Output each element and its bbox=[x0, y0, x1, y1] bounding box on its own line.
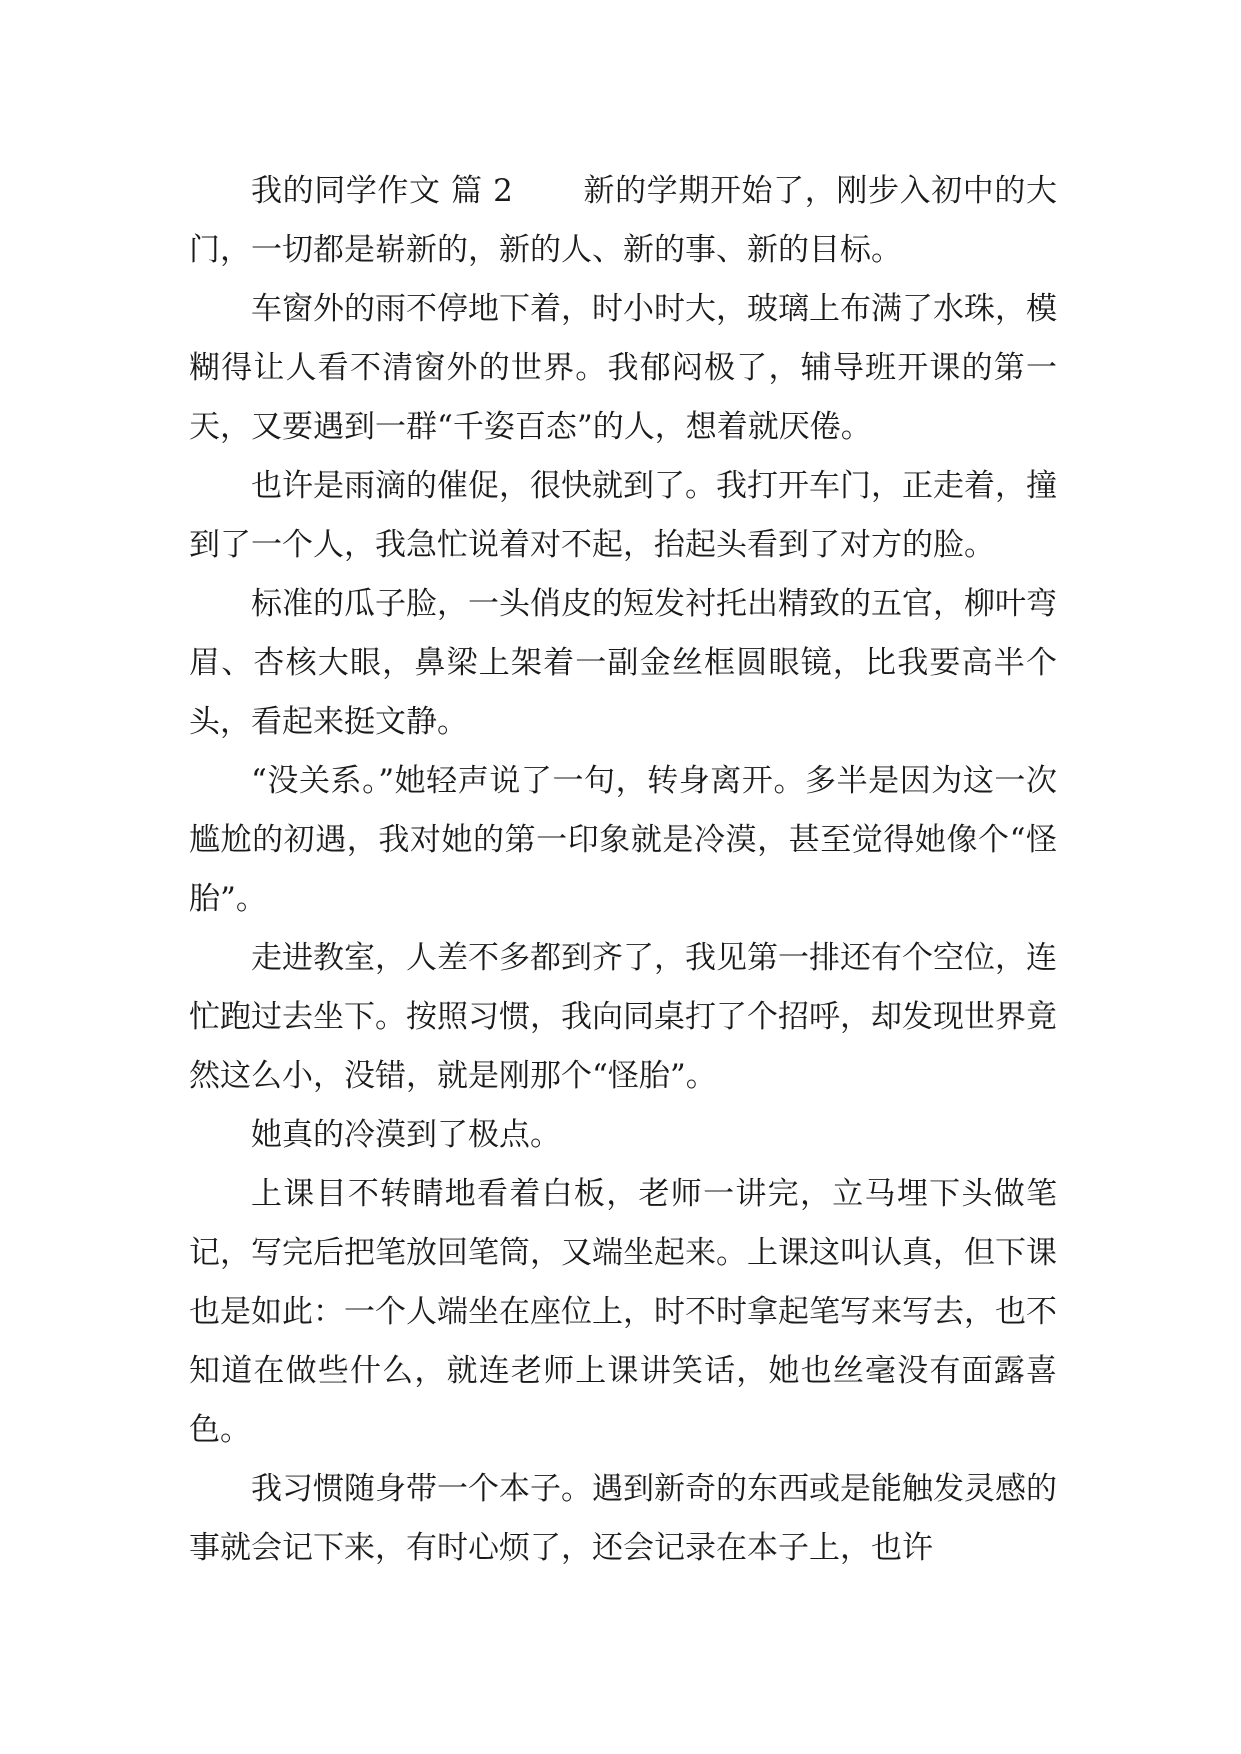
paragraph-2: 车窗外的雨不停地下着，时小时大，玻璃上布满了水珠，模糊得让人看不清窗外的世界。我郁闷极了，辅导班开课的第一天，又要遇到一群“千姿百态”的人，想着就厌倦。 bbox=[189, 291, 1057, 445]
paragraph-6: 走进教室，人差不多都到齐了，我见第一排还有个空位，连忙跑过去坐下。按照习惯，我向同桌打了个招呼，却发现世界竟然这么小，没错，就是刚那个“怪胎”。 bbox=[189, 940, 1057, 1094]
paragraph-1 bbox=[189, 162, 1057, 280]
paragraph-7: 她真的冷漠到了极点。 bbox=[251, 1117, 561, 1153]
paragraph-8: 上课目不转睛地看着白板，老师一讲完，立马埋下头做笔记，写完后把笔放回笔筒，又端坐起来。上课这叫认真，但下课也是如此：一个人端坐在座位上，时不时拿起笔写来写去，也不知道在做些什么，就连老师上课讲笑话，她也丝毫没有面露喜色。 bbox=[189, 1176, 1057, 1448]
paragraph-1-text: 新的学期开始了，刚步入初中的大门，一切都是崭新的，新的人、新的事、新的目标。 bbox=[189, 173, 1058, 268]
essay-title: 我的同学作文 篇 2 bbox=[251, 173, 513, 209]
paragraph-9: 我习惯随身带一个本子。遇到新奇的东西或是能触发灵感的事就会记下来，有时心烦了，还会记录在本子上，也许 bbox=[189, 1471, 1057, 1566]
paragraph-4: 标准的瓜子脸，一头俏皮的短发衬托出精致的五官，柳叶弯眉、杏核大眼，鼻梁上架着一副金丝框圆眼镜，比我要高半个头，看起来挺文静。 bbox=[189, 586, 1057, 740]
essay-body bbox=[189, 162, 1057, 1578]
paragraph-5: “没关系。”她轻声说了一句，转身离开。多半是因为这一次尴尬的初遇，我对她的第一印象就是冷漠，甚至觉得她像个“怪胎”。 bbox=[189, 763, 1057, 917]
paragraph-3: 也许是雨滴的催促，很快就到了。我打开车门，正走着，撞到了一个人，我急忙说着对不起，抬起头看到了对方的脸。 bbox=[189, 468, 1057, 563]
